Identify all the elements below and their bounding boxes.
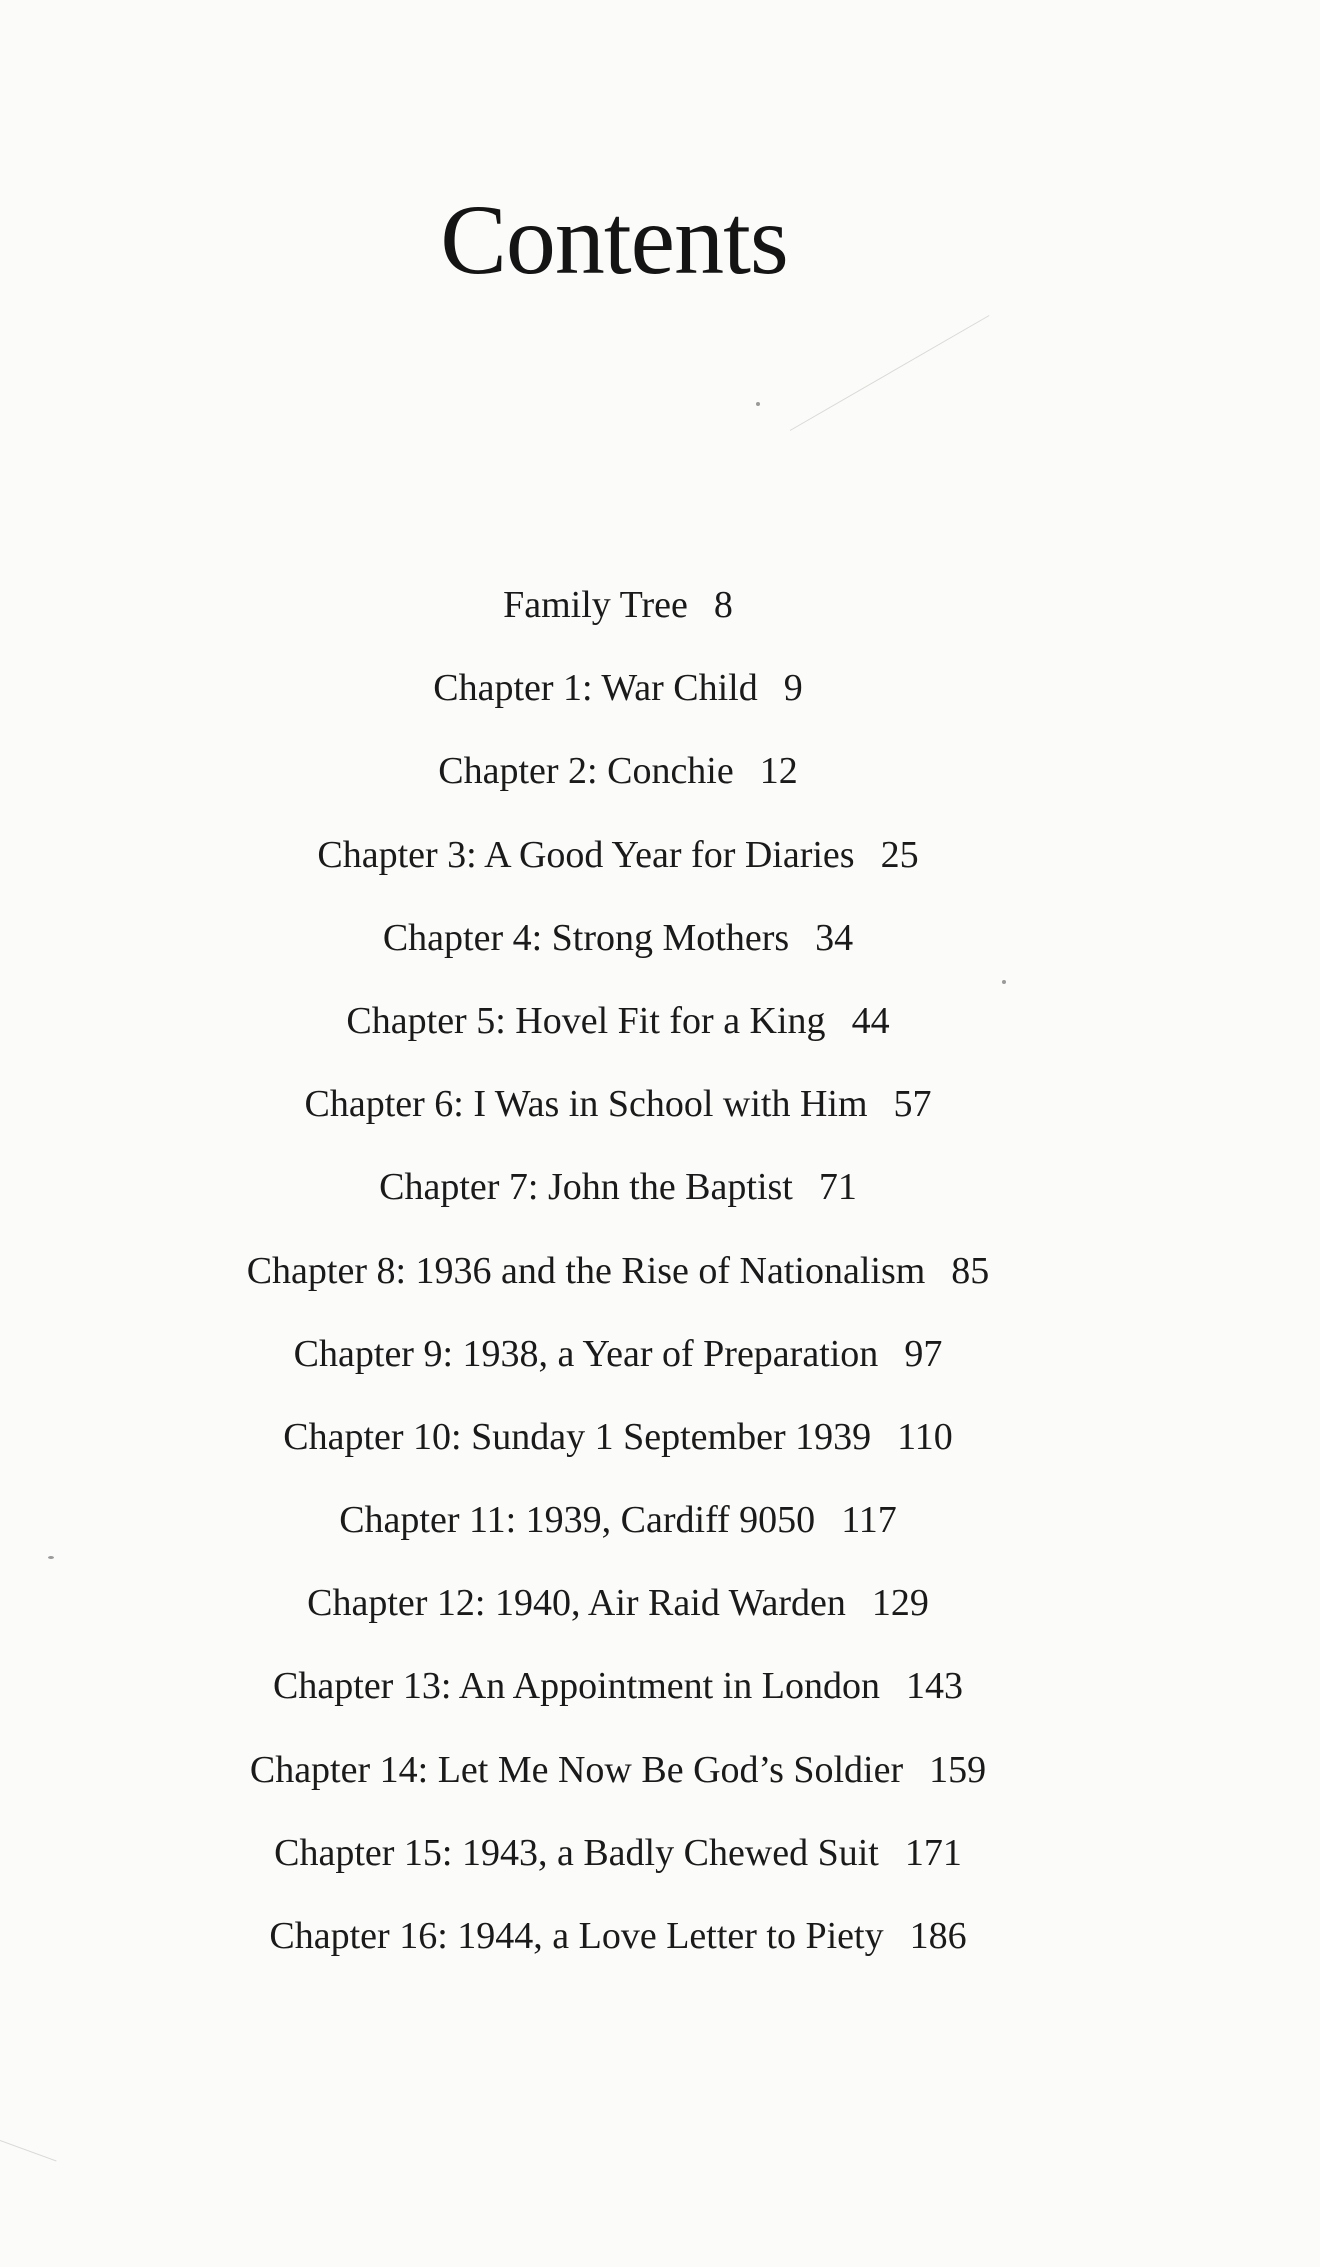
- toc-entry-title: Chapter 10: Sunday 1 September 1939: [283, 1415, 872, 1458]
- toc-entry: [0, 658, 1236, 741]
- toc-entry-title: Family Tree: [503, 584, 688, 626]
- toc-page-number: 110: [897, 1415, 953, 1458]
- toc-page-number: 8: [713, 584, 733, 626]
- toc-page-number: 159: [929, 1748, 987, 1791]
- scan-speck: [756, 402, 760, 406]
- toc-page-number: 97: [904, 1332, 943, 1375]
- toc-entry-title: Chapter 1: War Child: [433, 667, 758, 710]
- table-of-contents: [0, 575, 1236, 1989]
- toc-entry-title: Chapter 16: 1944, a Love Letter to Piety: [269, 1915, 884, 1957]
- toc-page-number: 143: [905, 1665, 963, 1708]
- scan-speck: [1002, 980, 1006, 984]
- toc-entry: [0, 1656, 1236, 1739]
- toc-entry: [0, 1324, 1236, 1407]
- paper-crease: [790, 315, 990, 431]
- paper-crease: [0, 2140, 57, 2161]
- toc-entry-title: Chapter 14: Let Me Now Be God’s Soldier: [249, 1748, 904, 1791]
- toc-entry-title: Chapter 2: Conchie: [438, 750, 734, 793]
- scan-speck: [48, 1556, 54, 1559]
- toc-page-number: 9: [783, 667, 803, 710]
- toc-page-number: 25: [880, 833, 919, 876]
- toc-entry: [0, 741, 1236, 824]
- toc-entry: [0, 1241, 1236, 1324]
- toc-entry: [0, 1157, 1236, 1240]
- toc-entry-title: Chapter 3: A Good Year for Diaries: [317, 833, 855, 876]
- toc-entry: [0, 1407, 1236, 1490]
- toc-entry: [0, 908, 1236, 991]
- toc-entry: [0, 1823, 1236, 1906]
- toc-page-number: 117: [841, 1499, 897, 1542]
- toc-page-number: 186: [909, 1915, 967, 1957]
- toc-entry-title: Chapter 8: 1936 and the Rise of Nationalism: [246, 1249, 926, 1292]
- toc-entry: [0, 1490, 1236, 1573]
- toc-page-number: 12: [759, 750, 798, 793]
- toc-entry-title: Chapter 5: Hovel Fit for a King: [346, 999, 826, 1042]
- toc-entry: [0, 575, 1236, 658]
- toc-entry: [0, 1906, 1236, 1989]
- toc-page-number: 171: [904, 1831, 962, 1874]
- toc-entry: [0, 991, 1236, 1074]
- toc-entry-title: Chapter 9: 1938, a Year of Preparation: [293, 1332, 879, 1375]
- toc-entry: [0, 1740, 1236, 1823]
- toc-page-number: 57: [893, 1083, 932, 1126]
- toc-page-number: 129: [871, 1582, 929, 1625]
- toc-entry-title: Chapter 4: Strong Mothers: [382, 916, 790, 959]
- toc-entry: [0, 825, 1236, 908]
- toc-entry-title: Chapter 11: 1939, Cardiff 9050: [339, 1499, 816, 1542]
- toc-entry: [0, 1573, 1236, 1656]
- toc-entry-title: Chapter 12: 1940, Air Raid Warden: [307, 1582, 846, 1625]
- toc-page-number: 85: [951, 1249, 990, 1292]
- toc-page-number: 34: [815, 916, 854, 959]
- toc-page-number: 44: [851, 999, 890, 1042]
- toc-entry: [0, 1074, 1236, 1157]
- toc-entry-title: Chapter 15: 1943, a Badly Chewed Suit: [274, 1831, 879, 1874]
- toc-entry-title: Chapter 13: An Appointment in London: [273, 1665, 880, 1708]
- toc-entry-title: Chapter 6: I Was in School with Him: [304, 1083, 868, 1126]
- toc-page-number: 71: [818, 1166, 857, 1209]
- toc-entry-title: Chapter 7: John the Baptist: [379, 1166, 793, 1209]
- page-title: Contents: [440, 184, 788, 295]
